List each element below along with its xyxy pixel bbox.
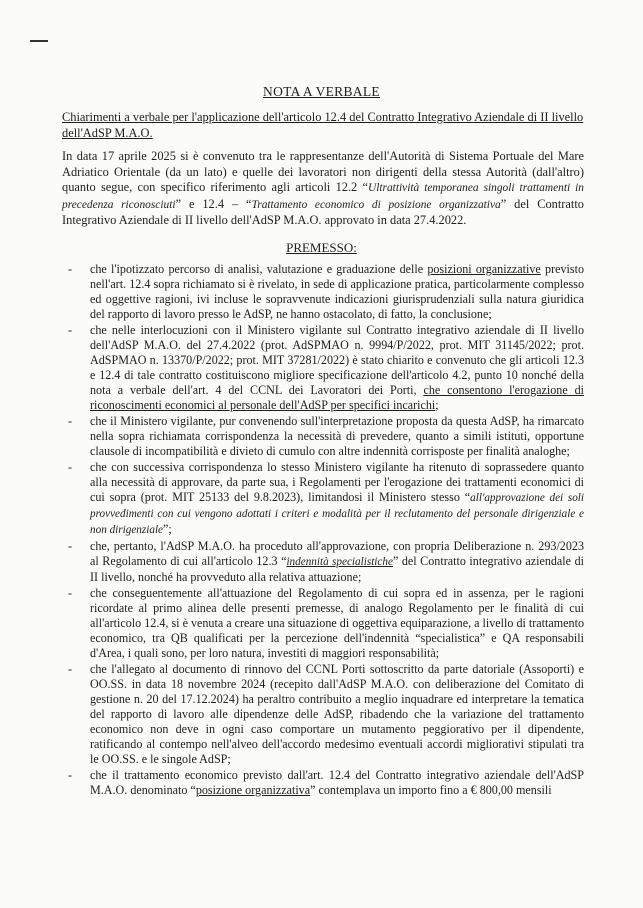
list-item: - che l'ipotizzato percorso di analisi, valutazione e graduazione delle posizioni organizzative previsto nell'art. 12.4 sopra richiamato si è rivelato, in sede di applicazione pratica, particolarmente complesso ed oggettive ragioni, ivi incluse le sopravvenute indicazioni giurisprudenziali sulla natura giuridica del rapporto di lavoro presso le AdSP, ne hanno ostacolato, di fatto, la conclusione; <box>68 262 584 321</box>
list-item: - che nelle interlocuzioni con il Ministero vigilante sul Contratto integrativo aziendale di II livello dell'AdSP M.A.O. del 27.4.2022 (prot. AdSPMAO n. 9994/P/2022, prot. MIT 31145/2022; prot. AdSPMAO n. 13370/P/2022; prot. MIT 37281/2022) è stato chiarito e convenuto che gli articoli 12.3 e 12.4 di tale contratto costituiscono migliore specificazione dell'articolo 4.2, punto 10 nonché della nota a verbale dell'art. 4 del CCNL dei Lavoratori dei Porti, che consentono l'erogazione di riconoscimenti economici al personale dell'AdSP per specifici incarichi; <box>68 323 584 412</box>
premesso-list <box>68 262 584 799</box>
list-item: - che conseguentemente all'attuazione del Regolamento di cui sopra ed in assenza, per le ragioni ricordate al primo alinea delle presenti premesse, di analogo Regolamento per le finalità di cui all'articolo 12.4, si è venuta a creare una situazione di oggettiva equiparazione, a livello di trattamento economico, tra QB qualificati per la percezione dell'indennità “specialistica” e QA responsabili d'Area, i quali sono, per loro natura, investiti di maggiori responsabilità; <box>68 586 584 660</box>
list-item: - che il trattamento economico previsto dall'art. 12.4 del Contratto integrativo aziendale dell'AdSP M.A.O. denominato “posizione organizzativa” contemplava un importo fino a € 800,00 mensili <box>68 768 584 797</box>
premesso-heading: PREMESSO: <box>286 240 357 255</box>
scan-mark <box>30 40 48 42</box>
intro-paragraph: In data 17 aprile 2025 si è convenuto tra le rappresentanze dell'Autorità di Sistema Portuale del Mare Adriatico Orientale (da un lato) e quelle dei lavoratori non dirigenti della stessa Autorità (dall'altro) quanto segue, con specifico riferimento agli articoli 12.2 “Ultrattività temporanea singoli trattamenti in precedenza riconosciuti” e 12.4 – “Trattamento economico di posizione organizzativa” del Contratto Integrativo Aziendale di II livello dell'AdSP M.A.O. approvato in data 27.4.2022. <box>62 149 584 228</box>
list-item: - che il Ministero vigilante, pur convenendo sull'interpretazione proposta da questa AdSP, ha rimarcato nella sopra richiamata corrispondenza la necessità di prevedere, quanto a simili istituti, opportune clausole di incompatibilità e divieto di cumulo con altre indennità corrisposte per finalità analoghe; <box>68 414 584 458</box>
list-item: - che con successiva corrispondenza lo stesso Ministero vigilante ha ritenuto di soprassedere quanto alla necessità di approvare, da parte sua, i Regolamenti per l'erogazione dei trattamenti economici di cui sopra (prot. MIT 25133 del 9.8.2023), limitandosi il Ministero stesso “all'approvazione dei soli provvedimenti con cui vengono adottati i criteri e modalità per il reclutamento del personale dirigenziale e non dirigenziale”; <box>68 460 585 536</box>
document-title: NOTA A VERBALE <box>263 84 380 99</box>
list-item: - che l'allegato al documento di rinnovo del CCNL Porti sottoscritto da parte datoriale (Assoporti) e OO.SS. in data 18 novembre 2024 (recepito dall'AdSP M.A.O. con deliberazione del Comitato di gestione n. 20 del 17.12.2024) ha peraltro contribuito a meglio inquadrare ed interpretare la tematica del rapporto di lavoro alle dipendenze delle AdSP, ribadendo che la variazione del trattamento economico non deve in ogni caso comportare un mutamento peggiorativo per il dipendente, ratificando al contempo nell'alveo dell'accordo medesimo eventuali accordi migliorativi stipulati tra le OO.SS. e le singole AdSP; <box>68 662 584 766</box>
list-item: - che, pertanto, l'AdSP M.A.O. ha proceduto all'approvazione, con propria Deliberazione n. 293/2023 al Regolamento di cui all'articolo 12.3 “indennità specialistiche” del Contratto integrativo aziendale di II livello, nonché ha provveduto alla relativa attuazione; <box>68 539 584 584</box>
document-subtitle: Chiarimenti a verbale per l'applicazione dell'articolo 12.4 del Contratto Integrativo Aziendale di II livello dell'AdSP M.A.O. <box>62 110 584 140</box>
